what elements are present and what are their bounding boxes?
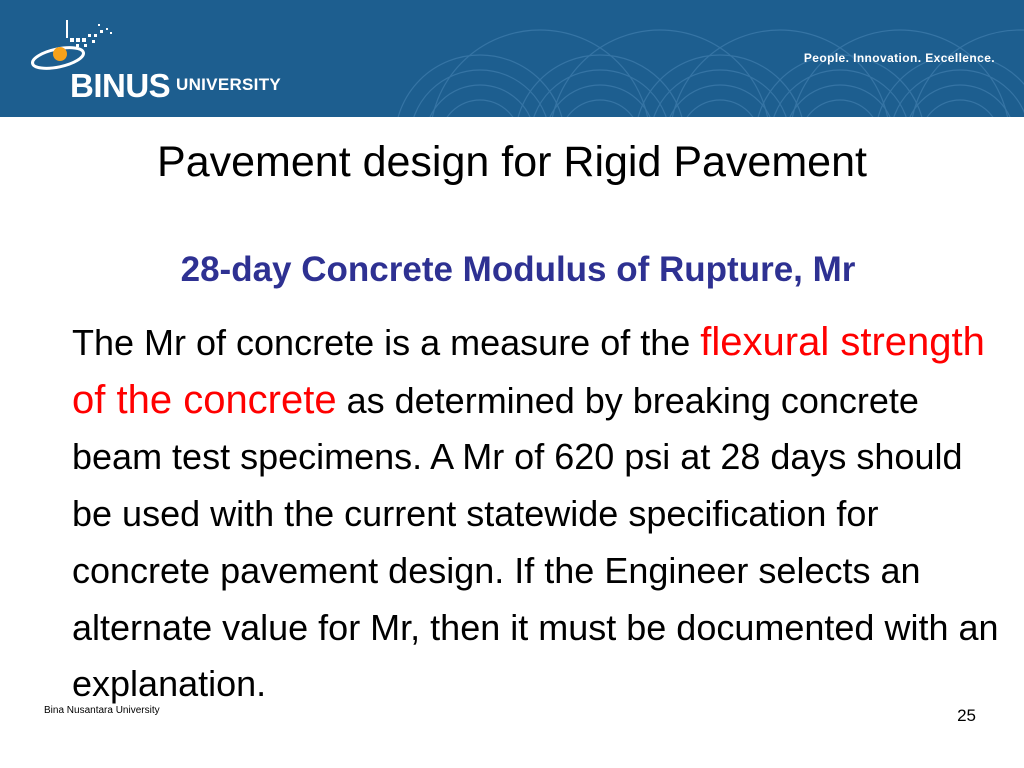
body-text-part2: as determined by breaking concrete beam test specimens. A Mr of 620 psi at 28 days should be used with the current statewide specification for concrete pavement design. If the Engineer selects an alternate value for Mr, then it must be documented with an explanation.	[72, 379, 999, 705]
logo-wordmark: BINUS	[70, 67, 171, 104]
logo-university-label: UNIVERSITY	[176, 75, 282, 94]
slide-body-paragraph	[72, 314, 1002, 713]
binus-logo	[26, 18, 306, 108]
body-highlight: flexural strength of the concrete	[72, 320, 985, 422]
body-text-part1: The Mr of concrete is a measure of the	[72, 322, 701, 363]
slide-subtitle: 28-day Concrete Modulus of Rupture, Mr	[180, 250, 856, 289]
page-number: 25	[957, 706, 976, 725]
slide-title: Pavement design for Rigid Pavement	[157, 138, 867, 186]
header-tagline: People. Innovation. Excellence.	[803, 51, 995, 65]
footer-organization: Bina Nusantara University	[44, 705, 160, 716]
slide-header	[0, 0, 1024, 117]
